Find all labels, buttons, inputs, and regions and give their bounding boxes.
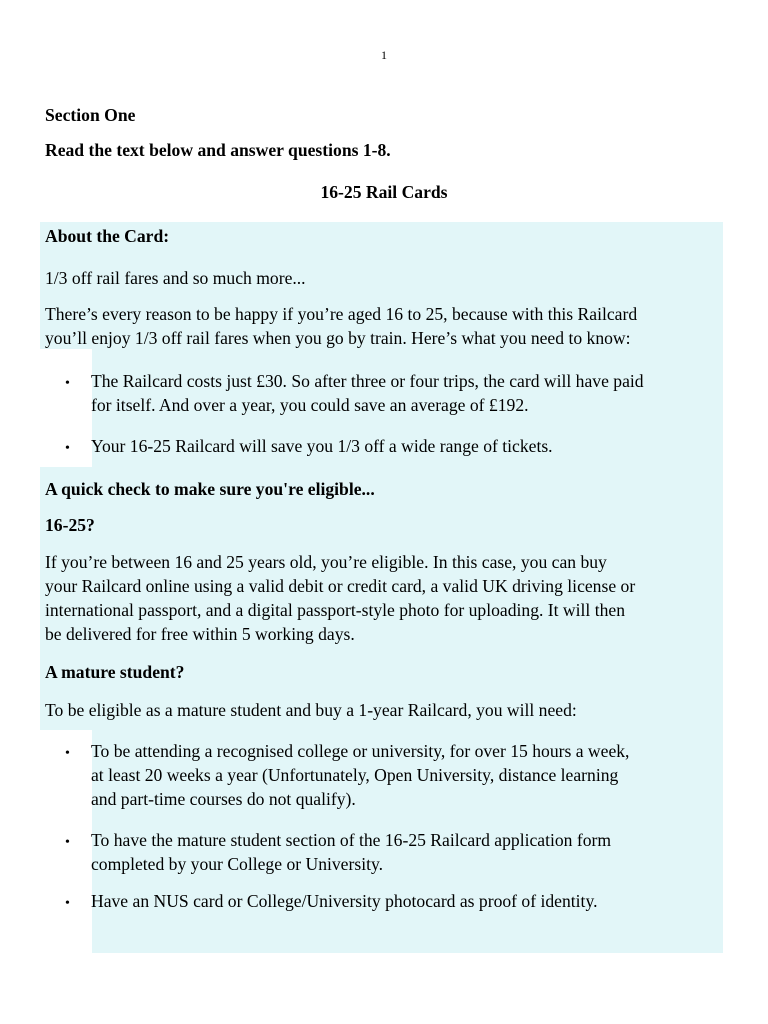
about-intro-line: you’ll enjoy 1/3 off rail fares when you go by train. Here’s what you need to know:	[45, 328, 631, 348]
list-item-line: Your 16-25 Railcard will save you 1/3 off a wide range of tickets.	[91, 436, 553, 456]
section-title: Section One	[45, 105, 136, 125]
bullet-marker: •	[65, 441, 70, 456]
list-item-line: To have the mature student section of the 16-25 Railcard application form	[91, 830, 612, 850]
bullet-marker: •	[65, 835, 70, 850]
about-heading: About the Card:	[45, 226, 170, 246]
about-intro-line: There’s every reason to be happy if you’re aged 16 to 25, because with this Railcard	[45, 304, 638, 324]
mature-intro: To be eligible as a mature student and buy a 1-year Railcard, you will need:	[45, 700, 577, 720]
eligibility-line: If you’re between 16 and 25 years old, you’re eligible. In this case, you can buy	[45, 552, 607, 572]
bullet-marker: •	[65, 896, 70, 911]
eligibility-line: your Railcard online using a valid debit or credit card, a valid UK driving license or	[45, 576, 636, 596]
eligibility-heading: A quick check to make sure you're eligible...	[45, 479, 375, 499]
list-item-line: The Railcard costs just £30. So after three or four trips, the card will have paid	[91, 371, 644, 391]
list-item-line: for itself. And over a year, you could save an average of £192.	[91, 395, 529, 415]
list-item-line: and part-time courses do not qualify).	[91, 789, 356, 809]
eligibility-line: be delivered for free within 5 working days.	[45, 624, 355, 644]
list-item-line: at least 20 weeks a year (Unfortunately, Open University, distance learning	[91, 765, 619, 785]
mature-heading: A mature student?	[45, 662, 185, 682]
list-item-line: Have an NUS card or College/University photocard as proof of identity.	[91, 891, 598, 911]
age-subheading: 16-25?	[45, 515, 95, 535]
bullet-marker: •	[65, 746, 70, 761]
instruction: Read the text below and answer questions 1-8.	[45, 140, 391, 160]
list-item-line: completed by your College or University.	[91, 854, 384, 874]
page-number: 1	[381, 48, 387, 62]
list-item-line: To be attending a recognised college or university, for over 15 hours a week,	[91, 741, 630, 761]
eligibility-line: international passport, and a digital passport-style photo for uploading. It will then	[45, 600, 625, 620]
about-tagline: 1/3 off rail fares and so much more...	[45, 268, 306, 288]
bullet-marker: •	[65, 376, 70, 391]
document-title: 16-25 Rail Cards	[320, 182, 448, 202]
